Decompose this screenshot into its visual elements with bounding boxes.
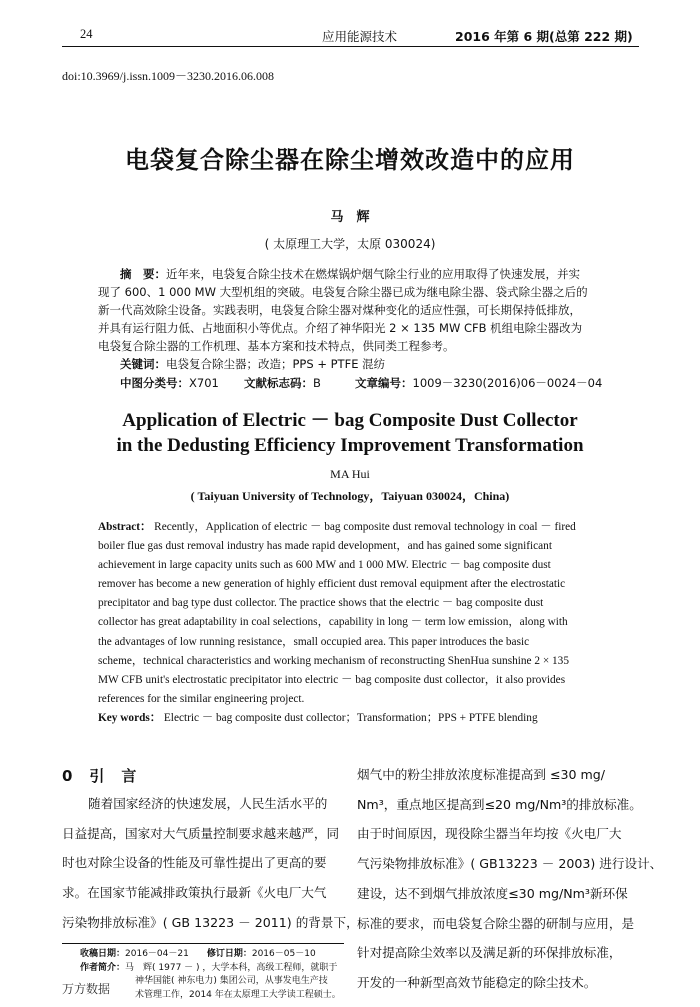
classification: 中图分类号：X701 — [120, 376, 219, 390]
abstract-zh-label: 摘 要： — [120, 267, 166, 281]
article-number: 文章编号：1009－3230(2016)06－0024－04 — [355, 376, 603, 390]
keywords-zh: 关键词：电袋复合除尘器；改造；PPS + PTFE 混纺 — [120, 357, 386, 371]
watermark: 万方数据 — [62, 982, 111, 996]
abstract-en: Abstract： Recently，Application of electric － bag composite dust removal technology in coal － fired boiler flue gas dust removal industry has made rapid development，and has gained some significant achievement in large capacity units such as 600 MW and 1 000 MW. Electric － bag composite dust remover has become a new generation of highly efficient dust removal equipment after the electrostatic precipitator and bag type dust collector. The practice shows that the electric － bag composite dust collector has great adaptability in coal selections，capability in long － term low emission，along with the advantages of low running resistance，small occupied area. This paper introduces the basic scheme，technical characteristics and working mechanism of reconstructing ShenHua sunshine 2 × 135 MW CFB unit's electrostatic precipitator into electric － bag composite dust collector，it also provides references for the similar engineering project. Key words： Electric － bag composite dust collector；Transformation；PPS + PTFE blending — [98, 521, 576, 724]
author-en: MA Hui — [330, 467, 370, 481]
affiliation-zh: ( 太原理工大学，太原 030024) — [264, 237, 436, 251]
header-rule — [62, 46, 639, 47]
footnote-rule — [62, 943, 344, 944]
section-heading: 0 引 言 — [62, 767, 138, 785]
abstract-en-label: Abstract： — [98, 521, 152, 533]
document-code: 文献标志码：B — [244, 376, 321, 390]
right-column: 烟气中的粉尘排放浓度标准提高到 ≤30 mg/ Nm³，重点地区提高到≤20 mg/Nm³的排放标准。 由于时间原因，现役除尘器当年均按《火电厂大 气污染物排放标准》( GB13223 － 2003) 进行设计、 建设，达不到烟气排放浓度≤30 mg/Nm³新环保 标准的要求，而电袋复合除尘器的研制与应用，是 针对提高除尘效率以及满足新的环保排放标准， 开发的一种新型高效节能稳定的除尘技术。 — [357, 767, 663, 990]
title-zh: 电袋复合除尘器在除尘增效改造中的应用 — [125, 146, 575, 174]
author-zh: 马 辉 — [330, 210, 370, 225]
affiliation-en: ( Taiyuan University of Technology，Taiyuan 030024，China) — [190, 489, 510, 503]
doi: doi:10.3969/j.issn.1009－3230.2016.06.008 — [62, 69, 275, 83]
page-number: 24 — [80, 27, 93, 41]
journal-name: 应用能源技术 — [322, 29, 398, 44]
keywords-en-label: Key words： — [98, 711, 162, 724]
title-en: Application of Electric － bag Composite Dust Collector in the Dedusting Efficiency Improvement Transformation — [116, 410, 584, 456]
left-column: 随着国家经济的快速发展，人民生活水平的 日益提高，国家对大气质量控制要求越来越严，同 时也对除尘设备的性能及可靠性提出了更高的要 求。在国家节能减排政策执行最新《火电厂大气 污染物排放标准》( GB 13223 － 2011) 的背景下， — [62, 796, 359, 930]
keywords-en: Electric － bag composite dust collector；Transformation；PPS + PTFE blending — [163, 711, 538, 724]
footnote: 收稿日期：2016－04－21 修订日期：2016－05－10 作者简介：马 辉( 1977 － ) ，大学本科，高级工程师，就职于 神华国能( 神东电力) 集团公司，从事发电生产技 术管理工作，2014 年在太原理工大学读工程硕士。 — [80, 949, 341, 1000]
abstract-zh: 摘 要：近年来，电袋复合除尘技术在燃煤锅炉烟气除尘行业的应用取得了快速发展，并实 现了 600、1 000 MW 大型机组的突破。电袋复合除尘器已成为继电除尘器、袋式除尘器之后的 新一代高效除尘设备。实践表明，电袋复合除尘器对煤种变化的适应性强，可长期保持低排放， 并具有运行阻力低、占地面积小等优点。介绍了神华阳光 2 × 135 MW CFB 机组电除尘器改为 电袋复合除尘器的工作机理、基本方案和技术特点，供同类工程参考。 — [98, 267, 588, 353]
issue-info: 2016 年第 6 期(总第 222 期) — [455, 29, 633, 44]
